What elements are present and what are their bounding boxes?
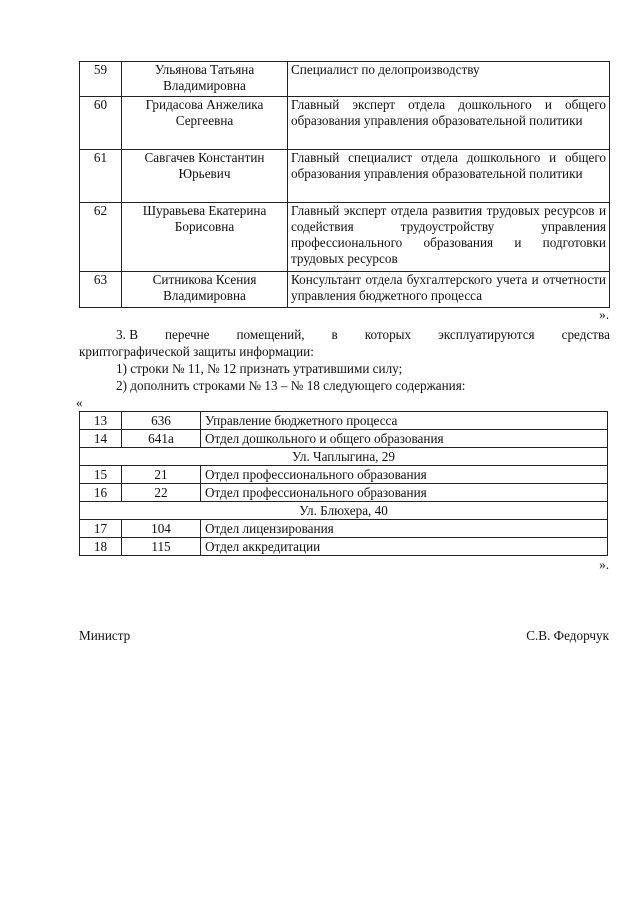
employee-position: Главный эксперт отдела развития трудовых ресурсов и содействия трудоустройству управления профессионального образования и подготовки трудовых ресурсов <box>288 203 610 272</box>
paragraph-3-item-1: 1) строки № 11, № 12 признать утратившими силу; <box>116 361 403 376</box>
paragraph-3-item-2: 2) дополнить строками № 13 – № 18 следующего содержания: <box>116 378 466 393</box>
department: Отдел профессионального образования <box>201 484 608 502</box>
address: Ул. Блюхера, 40 <box>80 502 608 520</box>
table-row <box>80 520 608 538</box>
row-number: 18 <box>80 538 122 556</box>
word: 3. В <box>116 327 138 342</box>
row-number: 63 <box>80 272 122 308</box>
department: Отдел профессионального образования <box>201 466 608 484</box>
word: эксплуатируются <box>438 327 535 342</box>
employee-name: Ситникова Ксения Владимировна <box>122 272 288 308</box>
room-number: 21 <box>122 466 201 484</box>
word: помещений, <box>236 327 305 342</box>
room-number: 115 <box>122 538 201 556</box>
employee-position: Специалист по делопроизводству <box>288 62 610 97</box>
room-number: 104 <box>122 520 201 538</box>
row-number: 15 <box>80 466 122 484</box>
table-row <box>80 466 608 484</box>
table-row <box>80 538 608 556</box>
table-row <box>80 97 610 150</box>
row-number: 17 <box>80 520 122 538</box>
address-row <box>80 502 608 520</box>
table-row <box>80 203 610 272</box>
department: Отдел аккредитации <box>201 538 608 556</box>
opening-quote: « <box>76 395 83 410</box>
table-row <box>80 430 608 448</box>
paragraph-3-line-2: криптографической защиты информации: <box>79 344 314 359</box>
address-row <box>80 448 608 466</box>
closing-quote: ». <box>599 307 609 322</box>
employee-position: Консультант отдела бухгалтерского учета и отчетности управления бюджетного процесса <box>288 272 610 308</box>
row-number: 62 <box>80 203 122 272</box>
department: Управление бюджетного процесса <box>201 412 608 430</box>
row-number: 60 <box>80 97 122 150</box>
employee-name: Ульянова Татьяна Владимировна <box>122 62 288 97</box>
table-row <box>80 62 610 97</box>
row-number: 61 <box>80 150 122 203</box>
employee-position: Главный эксперт отдела дошкольного и общего образования управления образовательной политики <box>288 97 610 150</box>
word: которых <box>364 327 412 342</box>
employee-name: Гридасова Анжелика Сергеевна <box>122 97 288 150</box>
word: перечне <box>164 327 210 342</box>
signatory-name: С.В. Федорчук <box>526 628 609 643</box>
table-row <box>80 272 610 308</box>
rooms-table <box>79 411 608 556</box>
row-number: 13 <box>80 412 122 430</box>
row-number: 16 <box>80 484 122 502</box>
staff-table <box>79 61 610 308</box>
closing-quote: ». <box>599 557 609 572</box>
table-row <box>80 412 608 430</box>
room-number: 22 <box>122 484 201 502</box>
room-number: 636 <box>122 412 201 430</box>
row-number: 14 <box>80 430 122 448</box>
table-row <box>80 484 608 502</box>
word: в <box>331 327 338 342</box>
employee-position: Главный специалист отдела дошкольного и общего образования управления образовательной политики <box>288 150 610 203</box>
address: Ул. Чаплыгина, 29 <box>80 448 608 466</box>
row-number: 59 <box>80 62 122 97</box>
employee-name: Шуравьева Екатерина Борисовна <box>122 203 288 272</box>
department: Отдел дошкольного и общего образования <box>201 430 608 448</box>
signatory-title: Министр <box>79 628 131 643</box>
room-number: 641а <box>122 430 201 448</box>
paragraph-3-line-1 <box>116 327 610 343</box>
department: Отдел лицензирования <box>201 520 608 538</box>
employee-name: Савгачев Константин Юрьевич <box>122 150 288 203</box>
word: средства <box>561 327 610 342</box>
table-row <box>80 150 610 203</box>
